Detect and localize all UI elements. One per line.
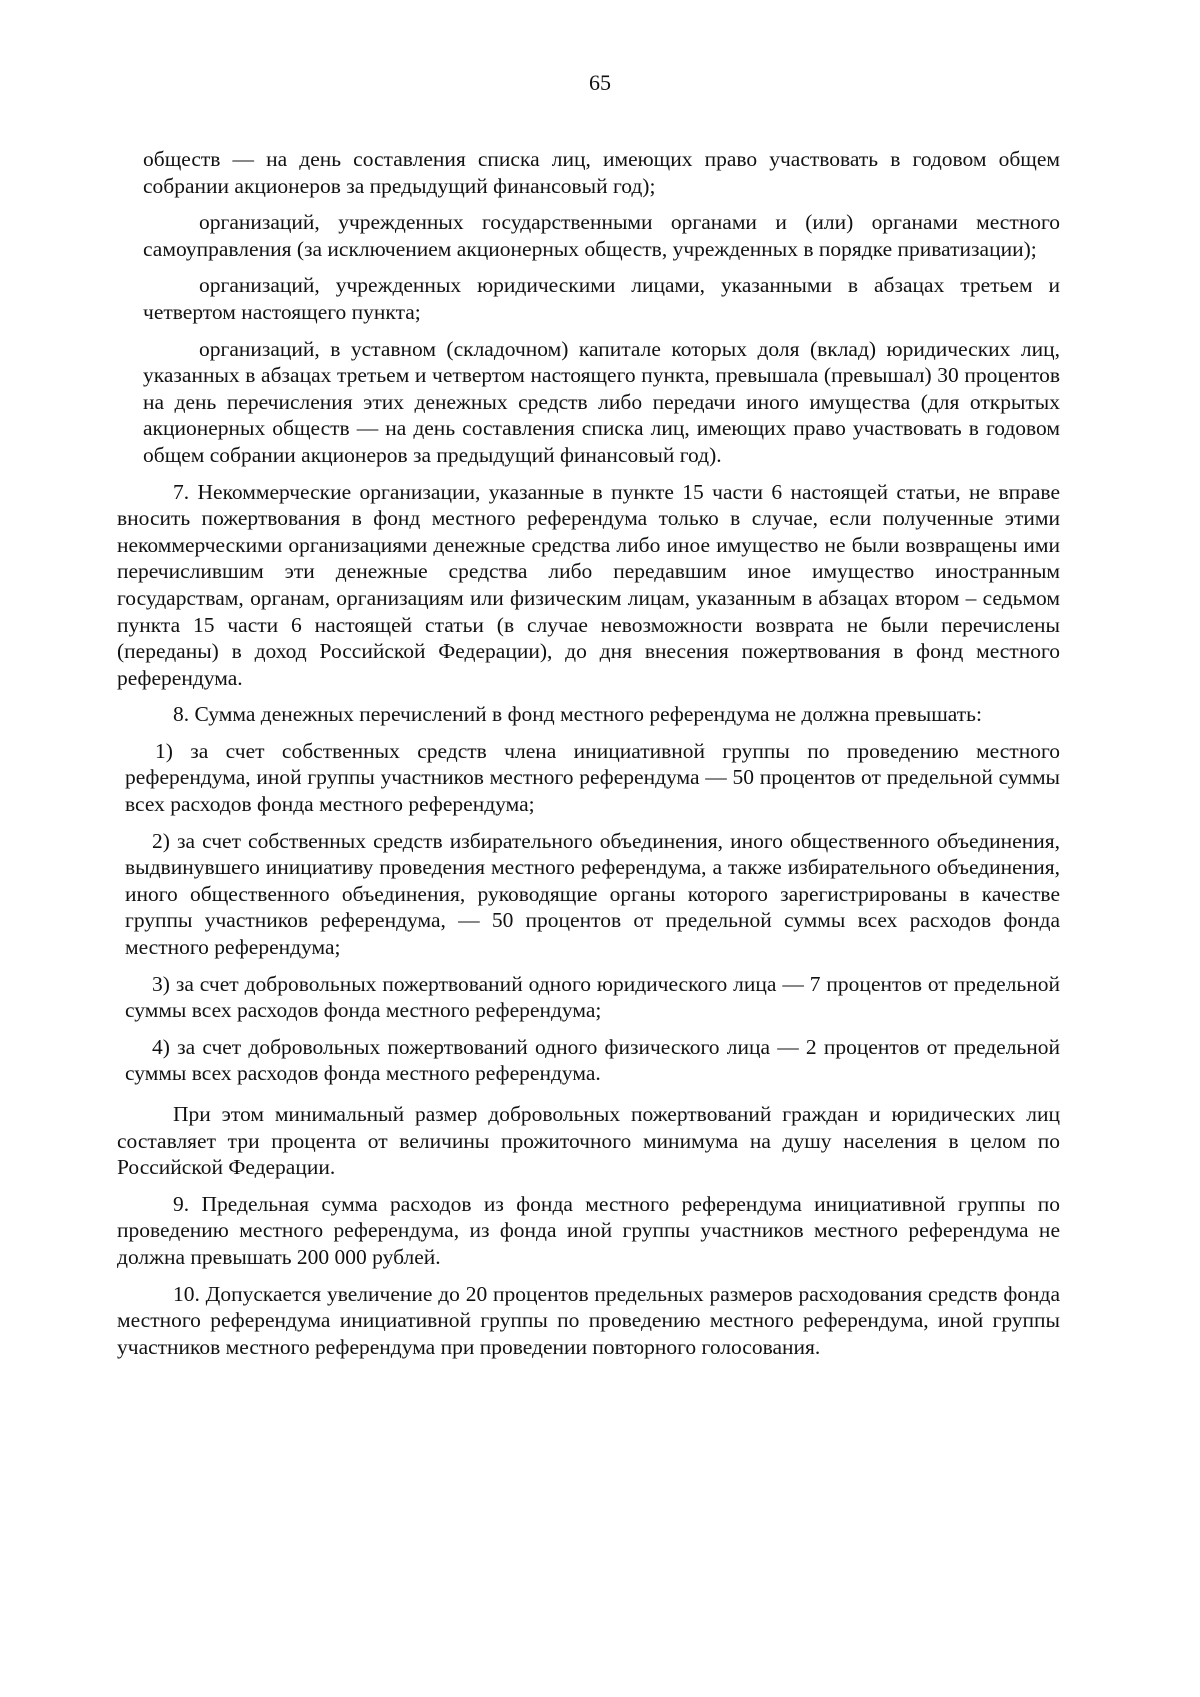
paragraph-list-item: организаций, учрежденных юридическими лицами, указанными в абзацах третьем и четвертом настоящего пункта; — [143, 273, 1060, 324]
paragraph-subitem-4: 4) за счет добровольных пожертвований одного физического лица — 2 процентов от предельной суммы всех расходов фонда местного референдума. — [125, 1034, 1060, 1086]
paragraph-subitem-3: 3) за счет добровольных пожертвований одного юридического лица — 7 процентов от предельной суммы всех расходов фонда местного референдума; — [125, 971, 1060, 1023]
paragraph-subitem-1: 1) за счет собственных средств члена инициативной группы по проведению местного референдума, иной группы участников местного референдума — 50 процентов от предельной суммы всех расходов фонда местного референдума; — [125, 738, 1060, 817]
paragraph-clause-7: 7. Некоммерческие организации, указанные в пункте 15 части 6 настоящей статьи, не вправе вносить пожертвования в фонд местного референдума только в случае, если полученные этими некоммерческими организациями денежные средства либо иное имущество не были возвращены ими перечислившим эти денежные средства либо передавшим иное имущество иностранным государствам, органам, организациям или физическим лицам, указанным в абзацах втором – седьмом пункта 15 части 6 настоящей статьи (в случае невозможности возврата не были перечислены (переданы) в доход Российской Федерации), до дня внесения пожертвования в фонд местного референдума. — [117, 479, 1060, 690]
paragraph-clause-10: 10. Допускается увеличение до 20 процентов предельных размеров расходования средств фонда местного референдума инициативной группы по проведению местного референдума, иной группы участников местного референдума при проведении повторного голосования. — [117, 1281, 1060, 1359]
document-body — [117, 146, 1060, 1370]
paragraph-minimum-donation: При этом минимальный размер добровольных пожертвований граждан и юридических лиц составляет три процента от величины прожиточного минимума на душу населения в целом по Российской Федерации. — [117, 1102, 1060, 1180]
page-number: 65 — [589, 70, 611, 95]
paragraph-subitem-2: 2) за счет собственных средств избирательного объединения, иного общественного объединения, выдвинувшего инициативу проведения местного референдума, а также избирательного объединения, иного общественного объединения, руководящие органы которого зарегистрированы в качестве группы участников референдума, — 50 процентов от предельной суммы всех расходов фонда местного референдума; — [125, 828, 1060, 960]
paragraph-clause-8: 8. Сумма денежных перечислений в фонд местного референдума не должна превышать: — [173, 702, 982, 727]
paragraph-list-item: организаций, учрежденных государственными органами и (или) органами местного самоуправления (за исключением акционерных обществ, учрежденных в порядке приватизации); — [143, 210, 1060, 261]
paragraph-list-item: организаций, в уставном (складочном) капитале которых доля (вклад) юридических лиц, указанных в абзацах третьем и четвертом настоящего пункта, превышала (превышал) 30 процентов на день перечисления этих денежных средств либо передачи иного имущества (для открытых акционерных обществ — на день составления списка лиц, имеющих право участвовать в годовом общем собрании акционеров за предыдущий финансовый год). — [143, 336, 1060, 467]
paragraph-continuation: обществ — на день составления списка лиц, имеющих право участвовать в годовом общем собрании акционеров за предыдущий финансовый год); — [143, 147, 1060, 198]
paragraph-clause-9: 9. Предельная сумма расходов из фонда местного референдума инициативной группы по проведению местного референдума, из фонда иной группы участников местного референдума не должна превышать 200 000 рублей. — [117, 1191, 1060, 1269]
